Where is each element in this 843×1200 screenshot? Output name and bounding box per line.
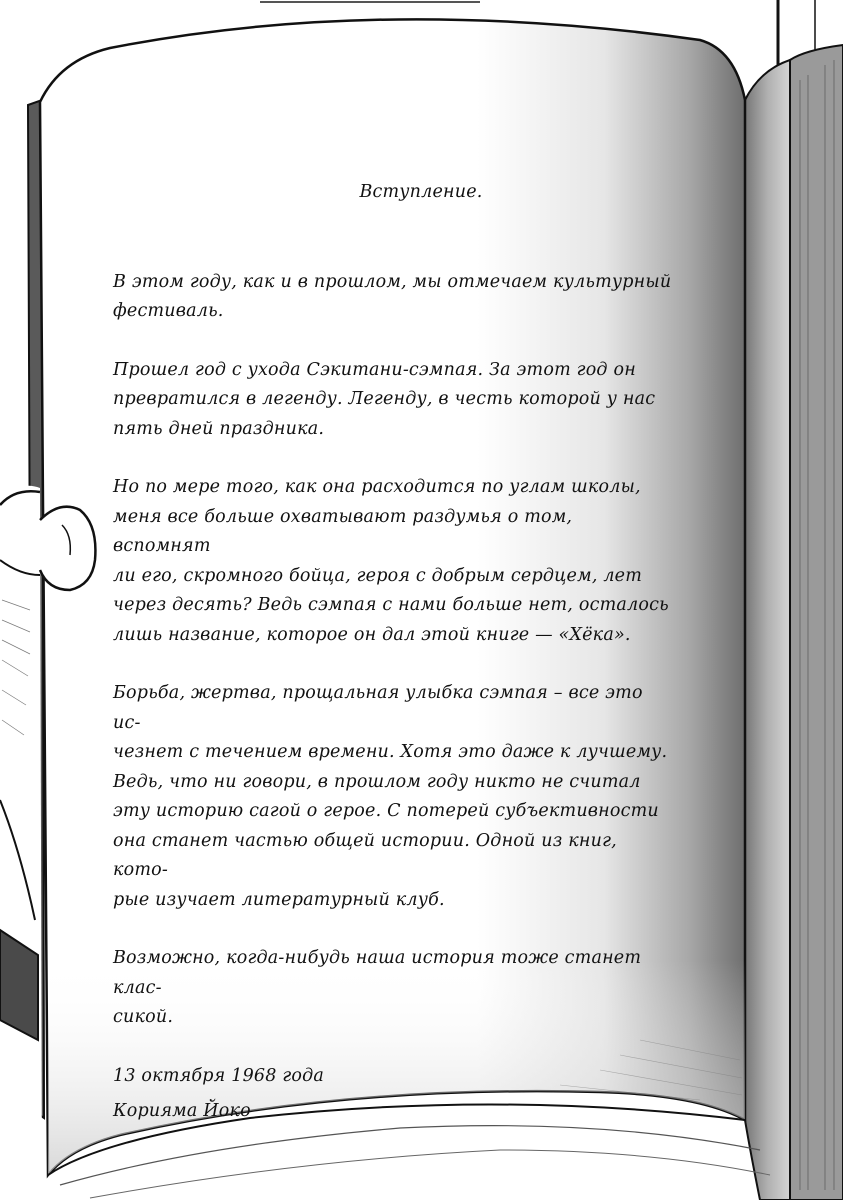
book-right-edge — [790, 45, 843, 1200]
paragraph-3: Но по мере того, как она расходится по углам школы, меня все больше охватывают раздумья о том, вспомнят ли его, скромного бойца, героя с добрым сердцем, лет через десять? Ведь сэмпая с нами больше нет, осталось лишь название, которое он дал этой книге — «Хёка». — [113, 477, 669, 645]
page-curl-bottom-3 — [90, 1150, 770, 1198]
thumb — [40, 507, 95, 590]
signature-date: 13 октября 1968 года — [113, 1065, 325, 1086]
introduction-heading: Вступление. — [359, 182, 483, 202]
book-page-text — [113, 178, 673, 1127]
paragraph-1: В этом году, как и в прошлом, мы отмечаем культурный фестиваль. — [113, 271, 672, 321]
page-curl-bottom-2 — [60, 1126, 760, 1185]
signature-author: Корияма Йоко — [113, 1101, 251, 1121]
paragraph-4: Борьба, жертва, прощальная улыбка сэмпая – все это ис- чезнет с течением времени. Хотя это даже к лучшему. Ведь, что ни говори, в прошлом году никто не считал эту историю сагой о герое. С потерей субъективности она станет частью общей истории. Одной из книг, кото- рые изучает литературный клуб. — [113, 683, 668, 910]
paragraph-5: Возможно, когда-нибудь наша история тоже станет клас- сикой. — [113, 948, 642, 1027]
book-right-pages — [745, 60, 790, 1200]
paragraph-2: Прошел год с ухода Сэкитани-сэмпая. За этот год он превратился в легенду. Легенду, в честь которой у нас пять дней праздника. — [113, 359, 656, 439]
